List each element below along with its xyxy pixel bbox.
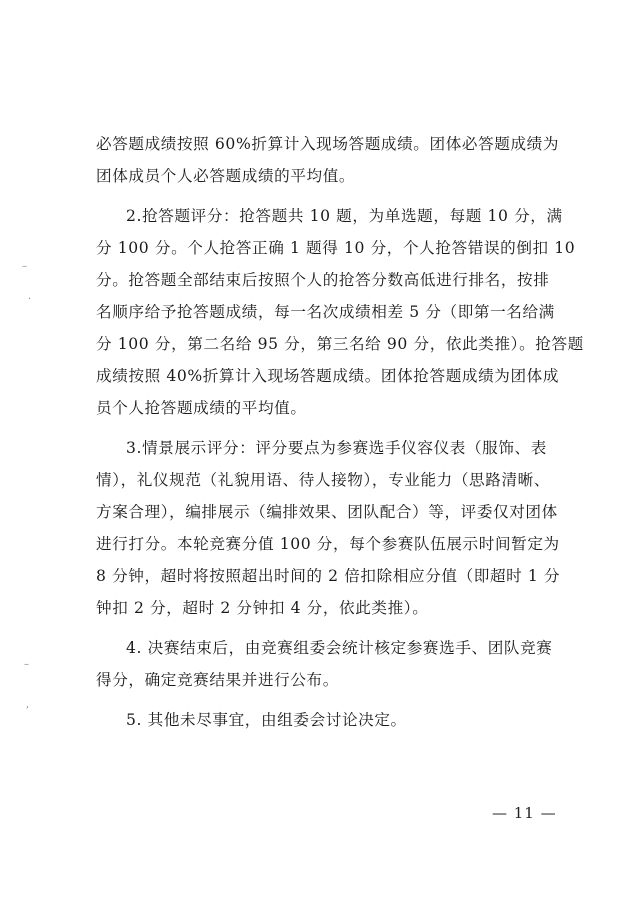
text-line: 分 100 分，第二名给 95 分，第三名给 90 分，依此类推）。抢答题 [96,335,584,353]
paragraph [96,432,572,624]
text-line: 团体成员个人必答题成绩的平均值。 [96,167,356,185]
text-line: 成绩按照 40%折算计入现场答题成绩。团体抢答题成绩为团体成 [96,367,560,385]
paragraph-gap [96,424,572,432]
text-line: 员个人抢答题成绩的平均值。 [96,399,307,417]
text-line: 进行打分。本轮竞赛分值 100 分，每个参赛队伍展示时间暂定为 [96,535,560,553]
body-text [96,128,584,736]
text-line: 5. 其他未尽事宜，由组委会讨论决定。 [126,711,407,729]
text-line: 方案合理），编排展示（编排效果、团队配合）等，评委仅对团体 [96,503,558,521]
text-line: 3.情景展示评分：评分要点为参赛选手仪容仪表（服饰、表 [126,439,547,457]
text-line: 2.抢答题评分：抢答题共 10 题，为单选题，每题 10 分，满 [126,207,563,225]
text-line: 情），礼仪规范（礼貌用语、待人接物），专业能力（思路清晰、 [96,471,551,489]
scan-artifact: – [22,261,27,272]
paragraph [96,632,572,696]
scan-artifact: – [24,659,29,670]
text-line: 得分，确定竞赛结果并进行公布。 [96,671,339,689]
paragraph-gap [96,192,572,200]
text-line: 8 分钟，超时将按照超出时间的 2 倍扣除相应分值（即超时 1 分 [96,567,561,585]
scan-artifact: . [28,291,32,302]
scan-artifact: , [26,699,30,710]
paragraph-gap [96,624,572,632]
text-line: 钟扣 2 分，超时 2 分钟扣 4 分，依此类推）。 [96,599,429,617]
paragraph [96,128,572,192]
text-line: 4. 决赛结束后，由竞赛组委会统计核定参赛选手、团队竞赛 [126,639,553,657]
text-line: 必答题成绩按照 60%折算计入现场答题成绩。团体必答题成绩为 [96,135,560,153]
paragraph-gap [96,696,572,704]
text-line: 名顺序给予抢答题成绩，每一名次成绩相差 5 分（即第一名给满 [96,303,555,321]
paragraph [96,200,584,424]
text-line: 分 100 分。个人抢答正确 1 题得 10 分，个人抢答错误的倒扣 10 [96,239,576,257]
text-line: 分。抢答题全部结束后按照个人的抢答分数高低进行排名，按排 [96,271,550,289]
paragraph [96,704,572,736]
page-number: — 11 — [492,804,557,822]
